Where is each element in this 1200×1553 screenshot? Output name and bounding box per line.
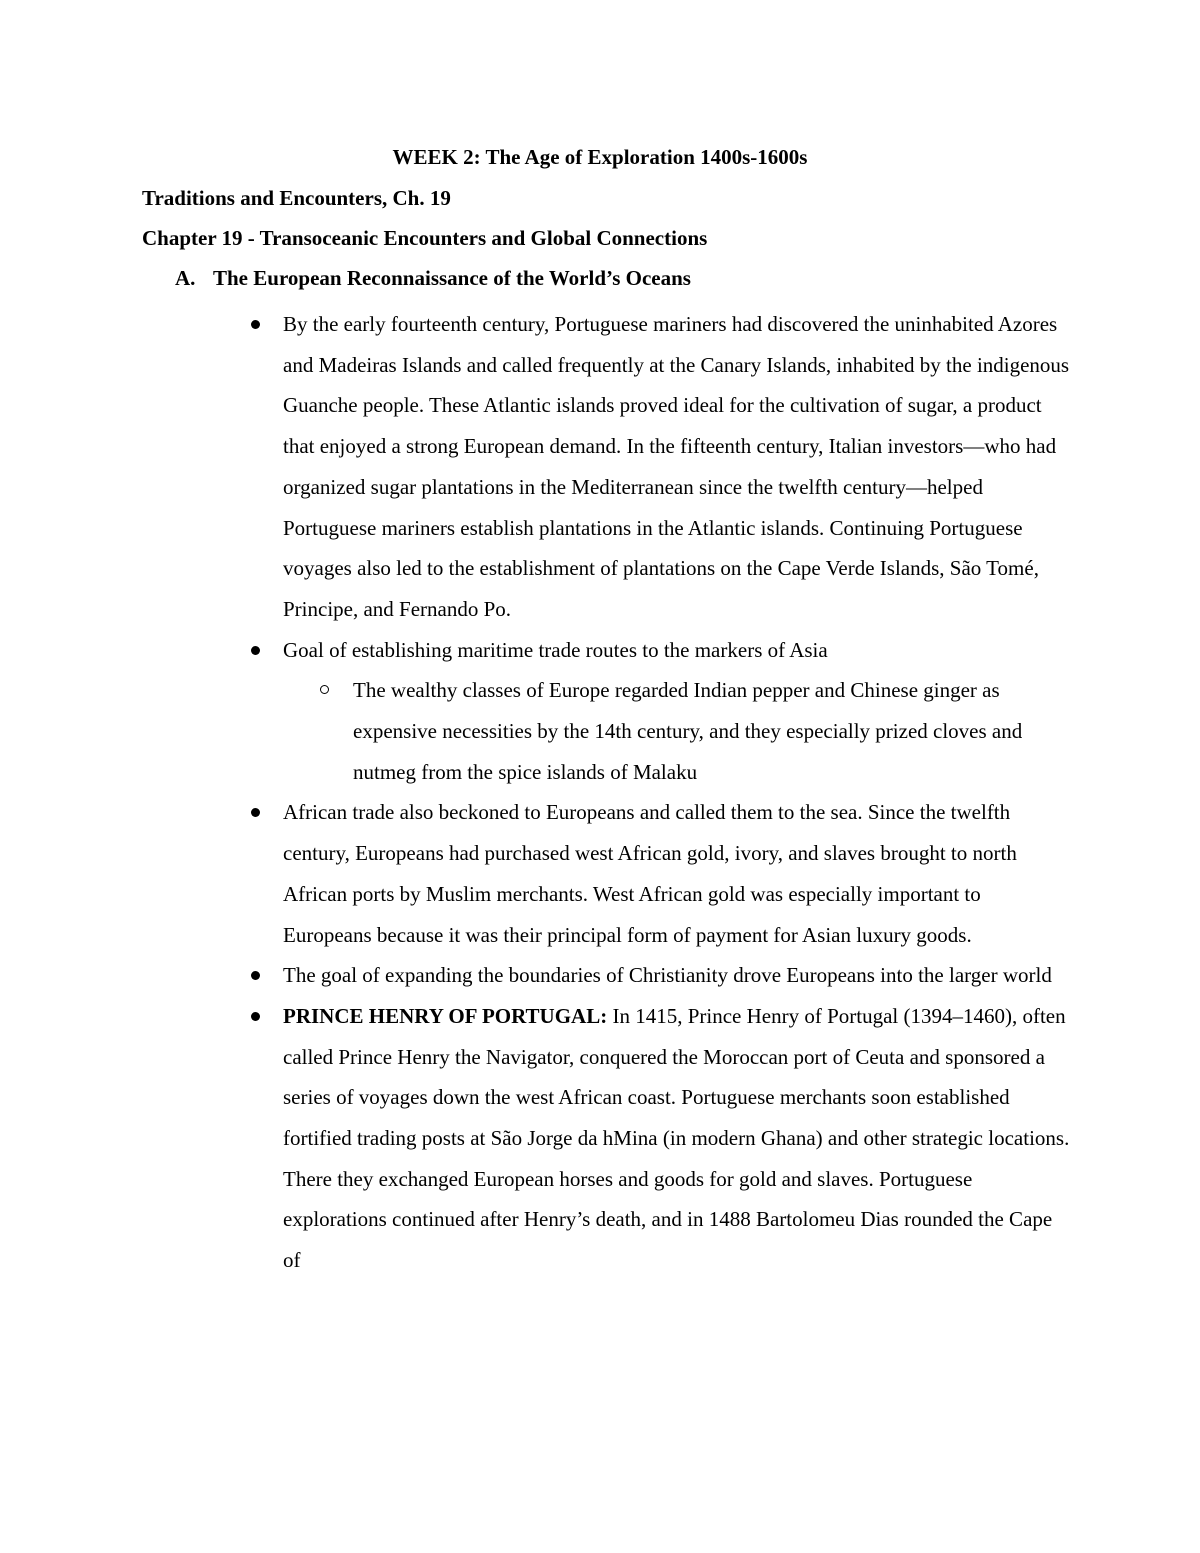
page-title: WEEK 2: The Age of Exploration 1400s-1600s [392,145,808,169]
section-heading [175,263,691,293]
list-item-text: In 1415, Prince Henry of Portugal (1394–1460), often called Prince Henry the Navigator, conquered the Moroccan port of Ceuta and sponsored a series of voyages down the west African coast. Portuguese merchants soon established fortified trading posts at São Jorge da hMina (in modern Ghana) and other strategic locations. There they exchanged European horses and goods for gold and slaves. Portuguese explorations continued after Henry’s death, and in 1488 Bartolomeu Dias rounded the Cape of [283,1003,1070,1273]
chapter-heading: Chapter 19 - Transoceanic Encounters and Global Connections [142,226,708,250]
list-item-text: The goal of expanding the boundaries of Christianity drove Europeans into the larger world [283,963,1052,988]
bullet-dot-icon [251,971,260,980]
bullet-dot-icon [251,1012,260,1021]
list-item [283,955,1073,996]
list-item-text: African trade also beckoned to Europeans and called them to the sea. Since the twelfth century, Europeans had purchased west African gold, ivory, and slaves brought to north African ports by Muslim merchants. West African gold was especially important to Europeans because it was their principal form of payment for Asian luxury goods. [283,800,1017,947]
bullet-circle-icon [320,685,329,694]
list-item-lead: PRINCE HENRY OF PORTUGAL: [283,1003,608,1028]
list-item [283,792,1073,955]
sub-list [283,670,1073,792]
list-item-text: Goal of establishing maritime trade routes to the markers of Asia [283,637,828,662]
book-heading: Traditions and Encounters, Ch. 19 [142,186,451,210]
sub-list-item [353,670,1073,792]
list-item [283,996,1073,1281]
bullet-dot-icon [251,808,260,817]
list-item-text: By the early fourteenth century, Portuguese mariners had discovered the uninhabited Azores and Madeiras Islands and called frequently at the Canary Islands, inhabited by the indigenous Guanche people. These Atlantic islands proved ideal for the cultivation of sugar, a product that enjoyed a strong European demand. In the fifteenth century, Italian investors—who had organized sugar plantations in the Mediterranean since the twelfth century—helped Portuguese mariners establish plantations in the Atlantic islands. Continuing Portuguese voyages also led to the establishment of plantations on the Cape Verde Islands, São Tomé, Principe, and Fernando Po. [283,312,1070,621]
list-item [283,304,1073,630]
bullet-dot-icon [251,320,260,329]
bullet-dot-icon [251,646,260,655]
section-marker: A. [175,266,196,290]
sub-list-item-text: The wealthy classes of Europe regarded Indian pepper and Chinese ginger as expensive necessities by the 14th century, and they especially prized cloves and nutmeg from the spice islands of Malaku [353,678,1023,784]
bullet-list [283,304,1073,1281]
list-item [283,630,1073,793]
section-title: The European Reconnaissance of the World’s Oceans [213,266,691,290]
